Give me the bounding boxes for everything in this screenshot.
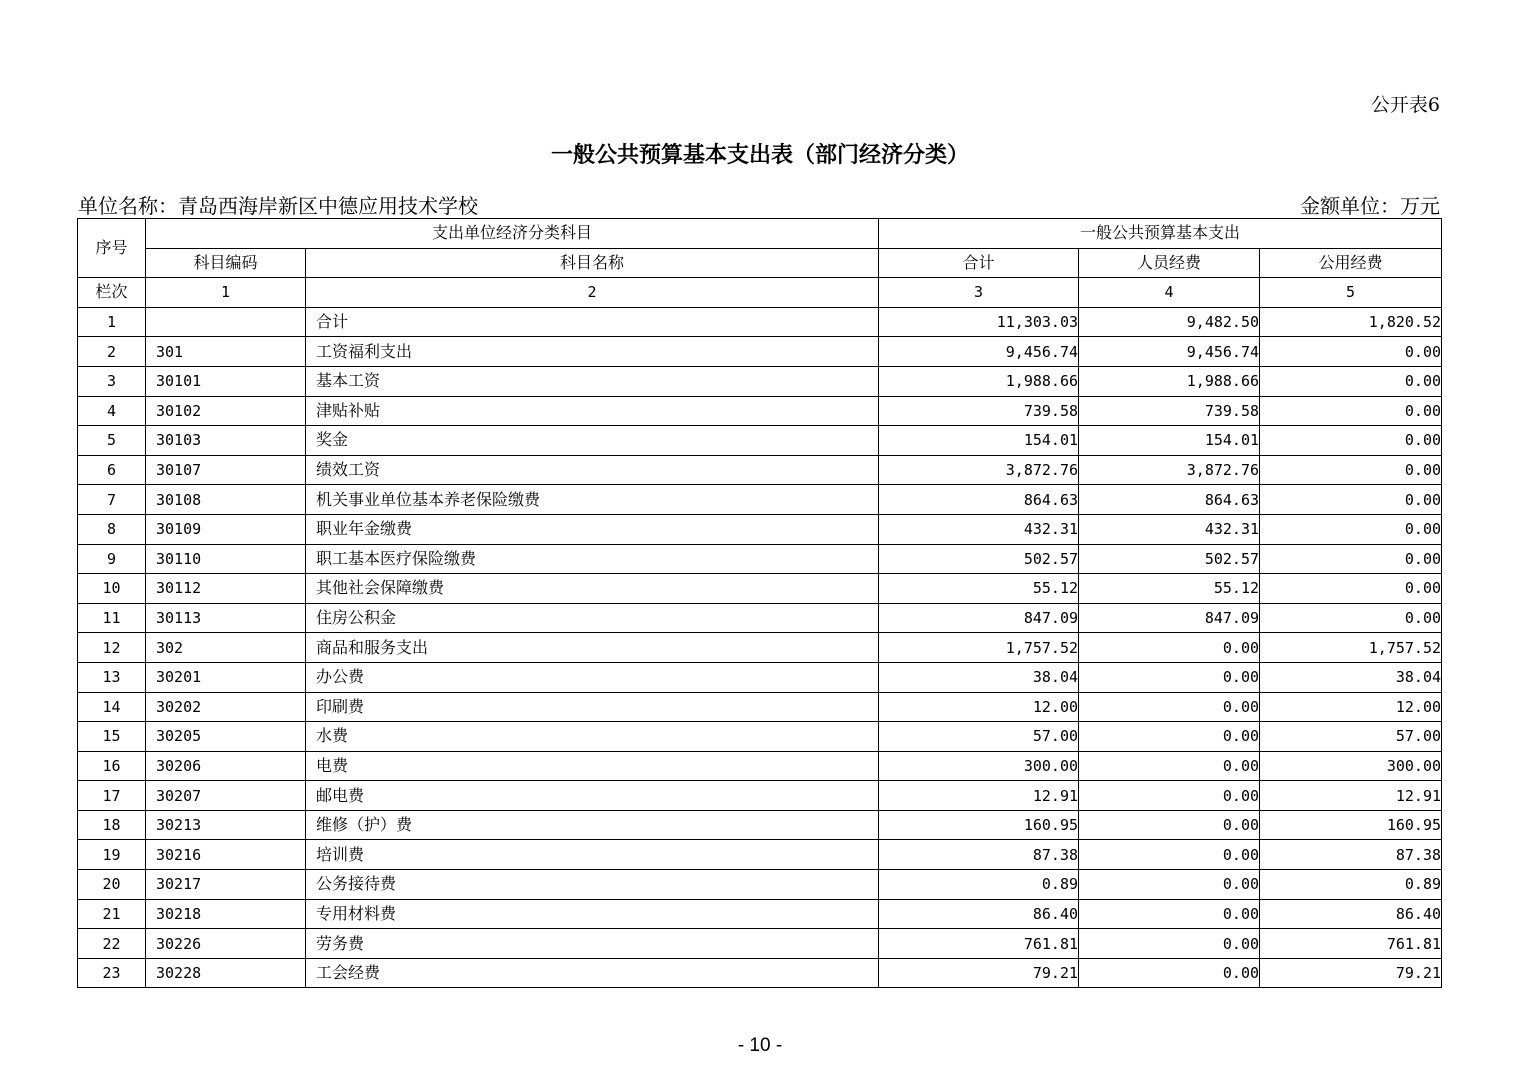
- header-class: 支出单位经济分类科目: [146, 219, 879, 249]
- table-row: [78, 366, 1442, 396]
- table-row: [78, 544, 1442, 574]
- row-seq-cell: 18: [78, 810, 146, 840]
- subject-code-cell: 30103: [146, 426, 306, 456]
- subject-code-cell: 30217: [146, 870, 306, 900]
- document-title: 一般公共预算基本支出表（部门经济分类）: [550, 142, 969, 168]
- total-cell: 86.40: [879, 899, 1079, 929]
- subject-code-cell: 30213: [146, 810, 306, 840]
- row-seq-cell: 17: [78, 781, 146, 811]
- header-public: 公用经费: [1260, 248, 1442, 278]
- personnel-cell: 9,482.50: [1079, 307, 1260, 337]
- personnel-cell: 432.31: [1079, 514, 1260, 544]
- subject-name-cell: 职业年金缴费: [306, 514, 879, 544]
- column-index-cell: 2: [306, 278, 879, 308]
- public-cell: 0.00: [1260, 366, 1442, 396]
- unit-name: 单位名称：青岛西海岸新区中德应用技术学校: [78, 194, 478, 218]
- subject-name-cell: 公务接待费: [306, 870, 879, 900]
- table-row: [78, 514, 1442, 544]
- personnel-cell: 154.01: [1079, 426, 1260, 456]
- subject-name-cell: 商品和服务支出: [306, 633, 879, 663]
- column-index-cell: 1: [146, 278, 306, 308]
- public-cell: 57.00: [1260, 722, 1442, 752]
- public-cell: 0.00: [1260, 426, 1442, 456]
- personnel-cell: 739.58: [1079, 396, 1260, 426]
- public-cell: 0.00: [1260, 514, 1442, 544]
- public-cell: 0.00: [1260, 603, 1442, 633]
- subject-name-cell: 水费: [306, 722, 879, 752]
- total-cell: 502.57: [879, 544, 1079, 574]
- table-row: [78, 692, 1442, 722]
- subject-code-cell: 30205: [146, 722, 306, 752]
- table-number: 公开表6: [1370, 94, 1440, 116]
- personnel-cell: 502.57: [1079, 544, 1260, 574]
- row-seq-cell: 22: [78, 929, 146, 959]
- table-row: [78, 426, 1442, 456]
- personnel-cell: 0.00: [1079, 633, 1260, 663]
- subject-code-cell: 301: [146, 337, 306, 367]
- table-row: [78, 662, 1442, 692]
- personnel-cell: 9,456.74: [1079, 337, 1260, 367]
- header-row-2: [78, 248, 1442, 278]
- row-seq-cell: 7: [78, 485, 146, 515]
- row-seq-cell: 21: [78, 899, 146, 929]
- public-cell: 1,820.52: [1260, 307, 1442, 337]
- row-seq-cell: 23: [78, 958, 146, 988]
- total-cell: 87.38: [879, 840, 1079, 870]
- budget-table: [77, 218, 1442, 988]
- page-number: - 10 -: [737, 1035, 783, 1056]
- total-cell: 12.00: [879, 692, 1079, 722]
- header-seq: 序号: [78, 219, 146, 278]
- personnel-cell: 0.00: [1079, 840, 1260, 870]
- personnel-cell: 864.63: [1079, 485, 1260, 515]
- total-cell: 300.00: [879, 751, 1079, 781]
- row-seq-cell: 9: [78, 544, 146, 574]
- subject-code-cell: 30218: [146, 899, 306, 929]
- personnel-cell: 0.00: [1079, 722, 1260, 752]
- subject-name-cell: 电费: [306, 751, 879, 781]
- public-cell: 12.91: [1260, 781, 1442, 811]
- total-cell: 38.04: [879, 662, 1079, 692]
- header-personnel: 人员经费: [1079, 248, 1260, 278]
- public-cell: 160.95: [1260, 810, 1442, 840]
- header-name: 科目名称: [306, 248, 879, 278]
- row-seq-cell: 1: [78, 307, 146, 337]
- subject-code-cell: [146, 307, 306, 337]
- table-row: [78, 337, 1442, 367]
- subject-name-cell: 住房公积金: [306, 603, 879, 633]
- public-cell: 0.00: [1260, 574, 1442, 604]
- row-seq-cell: 3: [78, 366, 146, 396]
- public-cell: 0.00: [1260, 396, 1442, 426]
- header-code: 科目编码: [146, 248, 306, 278]
- personnel-cell: 0.00: [1079, 810, 1260, 840]
- subject-code-cell: 30228: [146, 958, 306, 988]
- subject-name-cell: 其他社会保障缴费: [306, 574, 879, 604]
- total-cell: 160.95: [879, 810, 1079, 840]
- table-row: [78, 574, 1442, 604]
- total-cell: 1,757.52: [879, 633, 1079, 663]
- column-index-cell: 3: [879, 278, 1079, 308]
- row-seq-cell: 20: [78, 870, 146, 900]
- row-seq-cell: 19: [78, 840, 146, 870]
- subject-code-cell: 30101: [146, 366, 306, 396]
- amount-unit: 金额单位：万元: [1300, 194, 1440, 218]
- total-cell: 57.00: [879, 722, 1079, 752]
- subject-code-cell: 30112: [146, 574, 306, 604]
- table-row: [78, 455, 1442, 485]
- table-row: [78, 396, 1442, 426]
- column-index-cell: 4: [1079, 278, 1260, 308]
- row-seq-cell: 12: [78, 633, 146, 663]
- subject-code-cell: 30202: [146, 692, 306, 722]
- total-cell: 9,456.74: [879, 337, 1079, 367]
- table-row: [78, 307, 1442, 337]
- row-seq-cell: 8: [78, 514, 146, 544]
- total-cell: 79.21: [879, 958, 1079, 988]
- table-row: [78, 603, 1442, 633]
- subject-name-cell: 职工基本医疗保险缴费: [306, 544, 879, 574]
- column-index-row: [78, 278, 1442, 308]
- subject-code-cell: 302: [146, 633, 306, 663]
- personnel-cell: 0.00: [1079, 929, 1260, 959]
- table-row: [78, 781, 1442, 811]
- subject-name-cell: 基本工资: [306, 366, 879, 396]
- subject-code-cell: 30226: [146, 929, 306, 959]
- public-cell: 0.89: [1260, 870, 1442, 900]
- row-seq-cell: 2: [78, 337, 146, 367]
- row-seq-cell: 14: [78, 692, 146, 722]
- subject-code-cell: 30207: [146, 781, 306, 811]
- subject-code-cell: 30201: [146, 662, 306, 692]
- personnel-cell: 0.00: [1079, 662, 1260, 692]
- subject-code-cell: 30216: [146, 840, 306, 870]
- public-cell: 1,757.52: [1260, 633, 1442, 663]
- table-row: [78, 722, 1442, 752]
- subject-name-cell: 绩效工资: [306, 455, 879, 485]
- row-seq-cell: 15: [78, 722, 146, 752]
- subject-name-cell: 津贴补贴: [306, 396, 879, 426]
- total-cell: 739.58: [879, 396, 1079, 426]
- header-total: 合计: [879, 248, 1079, 278]
- total-cell: 3,872.76: [879, 455, 1079, 485]
- table-row: [78, 840, 1442, 870]
- personnel-cell: 0.00: [1079, 751, 1260, 781]
- public-cell: 86.40: [1260, 899, 1442, 929]
- public-cell: 300.00: [1260, 751, 1442, 781]
- table-row: [78, 485, 1442, 515]
- subject-name-cell: 印刷费: [306, 692, 879, 722]
- subject-code-cell: 30107: [146, 455, 306, 485]
- total-cell: 0.89: [879, 870, 1079, 900]
- row-seq-cell: 10: [78, 574, 146, 604]
- subject-code-cell: 30113: [146, 603, 306, 633]
- subject-code-cell: 30206: [146, 751, 306, 781]
- subject-name-cell: 邮电费: [306, 781, 879, 811]
- personnel-cell: 847.09: [1079, 603, 1260, 633]
- personnel-cell: 0.00: [1079, 781, 1260, 811]
- subject-name-cell: 维修（护）费: [306, 810, 879, 840]
- total-cell: 864.63: [879, 485, 1079, 515]
- subject-name-cell: 培训费: [306, 840, 879, 870]
- subject-code-cell: 30108: [146, 485, 306, 515]
- row-seq-cell: 4: [78, 396, 146, 426]
- total-cell: 154.01: [879, 426, 1079, 456]
- total-cell: 432.31: [879, 514, 1079, 544]
- column-index-cell: 栏次: [78, 278, 146, 308]
- total-cell: 847.09: [879, 603, 1079, 633]
- personnel-cell: 0.00: [1079, 692, 1260, 722]
- subject-name-cell: 专用材料费: [306, 899, 879, 929]
- subject-code-cell: 30102: [146, 396, 306, 426]
- personnel-cell: 0.00: [1079, 958, 1260, 988]
- table-row: [78, 810, 1442, 840]
- table-row: [78, 929, 1442, 959]
- public-cell: 0.00: [1260, 485, 1442, 515]
- public-cell: 0.00: [1260, 455, 1442, 485]
- subject-name-cell: 办公费: [306, 662, 879, 692]
- public-cell: 79.21: [1260, 958, 1442, 988]
- row-seq-cell: 5: [78, 426, 146, 456]
- row-seq-cell: 11: [78, 603, 146, 633]
- header-budget: 一般公共预算基本支出: [879, 219, 1442, 249]
- row-seq-cell: 16: [78, 751, 146, 781]
- table-row: [78, 958, 1442, 988]
- subject-name-cell: 工会经费: [306, 958, 879, 988]
- subject-name-cell: 奖金: [306, 426, 879, 456]
- subject-code-cell: 30110: [146, 544, 306, 574]
- public-cell: 38.04: [1260, 662, 1442, 692]
- total-cell: 11,303.03: [879, 307, 1079, 337]
- total-cell: 761.81: [879, 929, 1079, 959]
- table-row: [78, 870, 1442, 900]
- public-cell: 12.00: [1260, 692, 1442, 722]
- subject-name-cell: 劳务费: [306, 929, 879, 959]
- personnel-cell: 1,988.66: [1079, 366, 1260, 396]
- personnel-cell: 0.00: [1079, 899, 1260, 929]
- table-row: [78, 633, 1442, 663]
- public-cell: 87.38: [1260, 840, 1442, 870]
- table-row: [78, 751, 1442, 781]
- column-index-cell: 5: [1260, 278, 1442, 308]
- row-seq-cell: 6: [78, 455, 146, 485]
- public-cell: 0.00: [1260, 337, 1442, 367]
- personnel-cell: 55.12: [1079, 574, 1260, 604]
- personnel-cell: 3,872.76: [1079, 455, 1260, 485]
- total-cell: 55.12: [879, 574, 1079, 604]
- public-cell: 761.81: [1260, 929, 1442, 959]
- table-row: [78, 899, 1442, 929]
- subject-name-cell: 机关事业单位基本养老保险缴费: [306, 485, 879, 515]
- total-cell: 12.91: [879, 781, 1079, 811]
- subject-name-cell: 工资福利支出: [306, 337, 879, 367]
- subject-code-cell: 30109: [146, 514, 306, 544]
- personnel-cell: 0.00: [1079, 870, 1260, 900]
- public-cell: 0.00: [1260, 544, 1442, 574]
- row-seq-cell: 13: [78, 662, 146, 692]
- total-cell: 1,988.66: [879, 366, 1079, 396]
- subject-name-cell: 合计: [306, 307, 879, 337]
- header-row-1: [78, 219, 1442, 249]
